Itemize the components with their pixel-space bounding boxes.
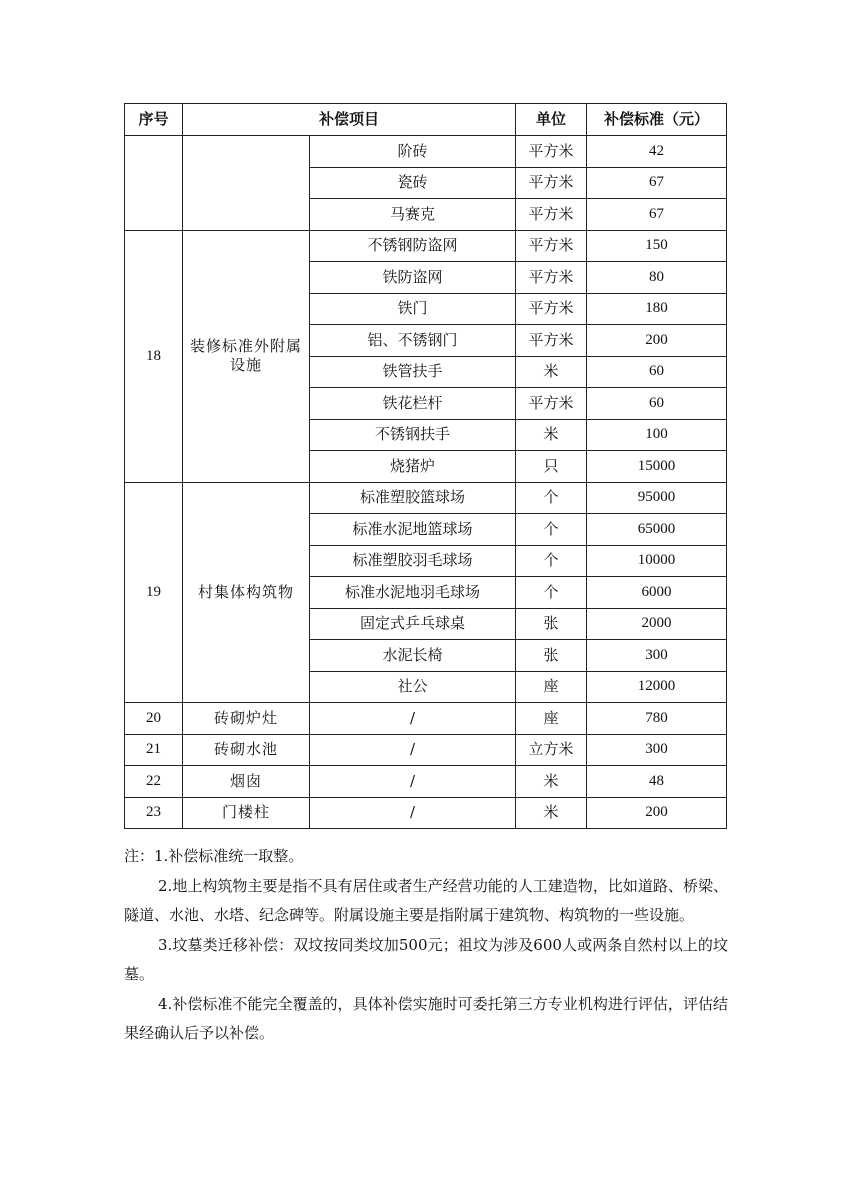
note-1: 注：1.补偿标准统一取整。 bbox=[124, 847, 304, 865]
standard-cell: 12000 bbox=[587, 671, 727, 703]
unit-cell: 米 bbox=[516, 797, 587, 829]
item-cell: / bbox=[310, 734, 516, 766]
index-cell: 22 bbox=[125, 766, 183, 798]
note-3: 3.坟墓类迁移补偿：双坟按同类坟加500元；祖坟为涉及600人或两条自然村以上的坟墓。 bbox=[124, 935, 728, 983]
standard-cell: 65000 bbox=[587, 514, 727, 546]
category-cell: 装修标准外附属设施 bbox=[183, 230, 310, 482]
table-row bbox=[125, 703, 727, 735]
item-cell: / bbox=[310, 703, 516, 735]
index-cell: 20 bbox=[125, 703, 183, 735]
item-cell: 社公 bbox=[310, 671, 516, 703]
unit-cell: 米 bbox=[516, 766, 587, 798]
category-cell: 门楼柱 bbox=[183, 797, 310, 829]
unit-cell: 平方米 bbox=[516, 199, 587, 231]
item-cell: 不锈钢扶手 bbox=[310, 419, 516, 451]
unit-cell: 座 bbox=[516, 671, 587, 703]
unit-cell: 个 bbox=[516, 577, 587, 609]
category-cell: 村集体构筑物 bbox=[183, 482, 310, 703]
standard-cell: 67 bbox=[587, 199, 727, 231]
standard-cell: 200 bbox=[587, 325, 727, 357]
item-cell: 阶砖 bbox=[310, 136, 516, 168]
index-cell-empty bbox=[125, 136, 183, 231]
unit-cell: 平方米 bbox=[516, 325, 587, 357]
table-row bbox=[125, 766, 727, 798]
header-unit: 单位 bbox=[516, 104, 587, 136]
standard-cell: 95000 bbox=[587, 482, 727, 514]
item-cell: 烧猪炉 bbox=[310, 451, 516, 483]
table-row bbox=[125, 230, 727, 262]
unit-cell: 座 bbox=[516, 703, 587, 735]
standard-cell: 2000 bbox=[587, 608, 727, 640]
standard-cell: 300 bbox=[587, 640, 727, 672]
standard-cell: 80 bbox=[587, 262, 727, 294]
standard-cell: 15000 bbox=[587, 451, 727, 483]
standard-cell: 150 bbox=[587, 230, 727, 262]
standard-cell: 200 bbox=[587, 797, 727, 829]
item-cell: 标准塑胶篮球场 bbox=[310, 482, 516, 514]
item-cell: 水泥长椅 bbox=[310, 640, 516, 672]
note-4: 4.补偿标准不能完全覆盖的，具体补偿实施时可委托第三方专业机构进行评估，评估结果经确认后予以补偿。 bbox=[124, 994, 728, 1042]
item-cell: 铁管扶手 bbox=[310, 356, 516, 388]
category-cell: 砖砌炉灶 bbox=[183, 703, 310, 735]
table-row bbox=[125, 136, 727, 168]
index-cell: 19 bbox=[125, 482, 183, 703]
header-standard: 补偿标准（元） bbox=[587, 104, 727, 136]
item-cell: / bbox=[310, 797, 516, 829]
unit-cell: 个 bbox=[516, 514, 587, 546]
category-cell-empty bbox=[183, 136, 310, 231]
unit-cell: 个 bbox=[516, 482, 587, 514]
unit-cell: 平方米 bbox=[516, 136, 587, 168]
standard-cell: 100 bbox=[587, 419, 727, 451]
item-cell: 铁花栏杆 bbox=[310, 388, 516, 420]
standard-cell: 180 bbox=[587, 293, 727, 325]
unit-cell: 只 bbox=[516, 451, 587, 483]
category-cell: 烟囱 bbox=[183, 766, 310, 798]
standard-cell: 48 bbox=[587, 766, 727, 798]
notes-section bbox=[124, 842, 728, 1049]
header-index: 序号 bbox=[125, 104, 183, 136]
unit-cell: 张 bbox=[516, 608, 587, 640]
item-cell: 马赛克 bbox=[310, 199, 516, 231]
table-row bbox=[125, 734, 727, 766]
item-cell: 铁防盗网 bbox=[310, 262, 516, 294]
item-cell: 铁门 bbox=[310, 293, 516, 325]
standard-cell: 60 bbox=[587, 356, 727, 388]
item-cell: 铝、不锈钢门 bbox=[310, 325, 516, 357]
item-cell: 瓷砖 bbox=[310, 167, 516, 199]
table-row bbox=[125, 797, 727, 829]
index-cell: 21 bbox=[125, 734, 183, 766]
index-cell: 18 bbox=[125, 230, 183, 482]
unit-cell: 平方米 bbox=[516, 293, 587, 325]
unit-cell: 平方米 bbox=[516, 230, 587, 262]
table-row bbox=[125, 482, 727, 514]
standard-cell: 6000 bbox=[587, 577, 727, 609]
standard-cell: 10000 bbox=[587, 545, 727, 577]
table-header-row bbox=[125, 104, 727, 136]
category-cell: 砖砌水池 bbox=[183, 734, 310, 766]
item-cell: 固定式乒乓球桌 bbox=[310, 608, 516, 640]
standard-cell: 42 bbox=[587, 136, 727, 168]
unit-cell: 立方米 bbox=[516, 734, 587, 766]
standard-cell: 300 bbox=[587, 734, 727, 766]
unit-cell: 平方米 bbox=[516, 167, 587, 199]
item-cell: 标准水泥地羽毛球场 bbox=[310, 577, 516, 609]
standard-cell: 60 bbox=[587, 388, 727, 420]
unit-cell: 个 bbox=[516, 545, 587, 577]
unit-cell: 米 bbox=[516, 356, 587, 388]
compensation-table bbox=[124, 103, 727, 829]
index-cell: 23 bbox=[125, 797, 183, 829]
unit-cell: 米 bbox=[516, 419, 587, 451]
standard-cell: 67 bbox=[587, 167, 727, 199]
unit-cell: 平方米 bbox=[516, 388, 587, 420]
note-2: 2.地上构筑物主要是指不具有居住或者生产经营功能的人工建造物，比如道路、桥梁、隧道、水池、水塔、纪念碑等。附属设施主要是指附属于建筑物、构筑物的一些设施。 bbox=[124, 876, 728, 924]
item-cell: 标准水泥地篮球场 bbox=[310, 514, 516, 546]
item-cell: 不锈钢防盗网 bbox=[310, 230, 516, 262]
item-cell: 标准塑胶羽毛球场 bbox=[310, 545, 516, 577]
unit-cell: 张 bbox=[516, 640, 587, 672]
header-item: 补偿项目 bbox=[183, 104, 516, 136]
unit-cell: 平方米 bbox=[516, 262, 587, 294]
standard-cell: 780 bbox=[587, 703, 727, 735]
item-cell: / bbox=[310, 766, 516, 798]
